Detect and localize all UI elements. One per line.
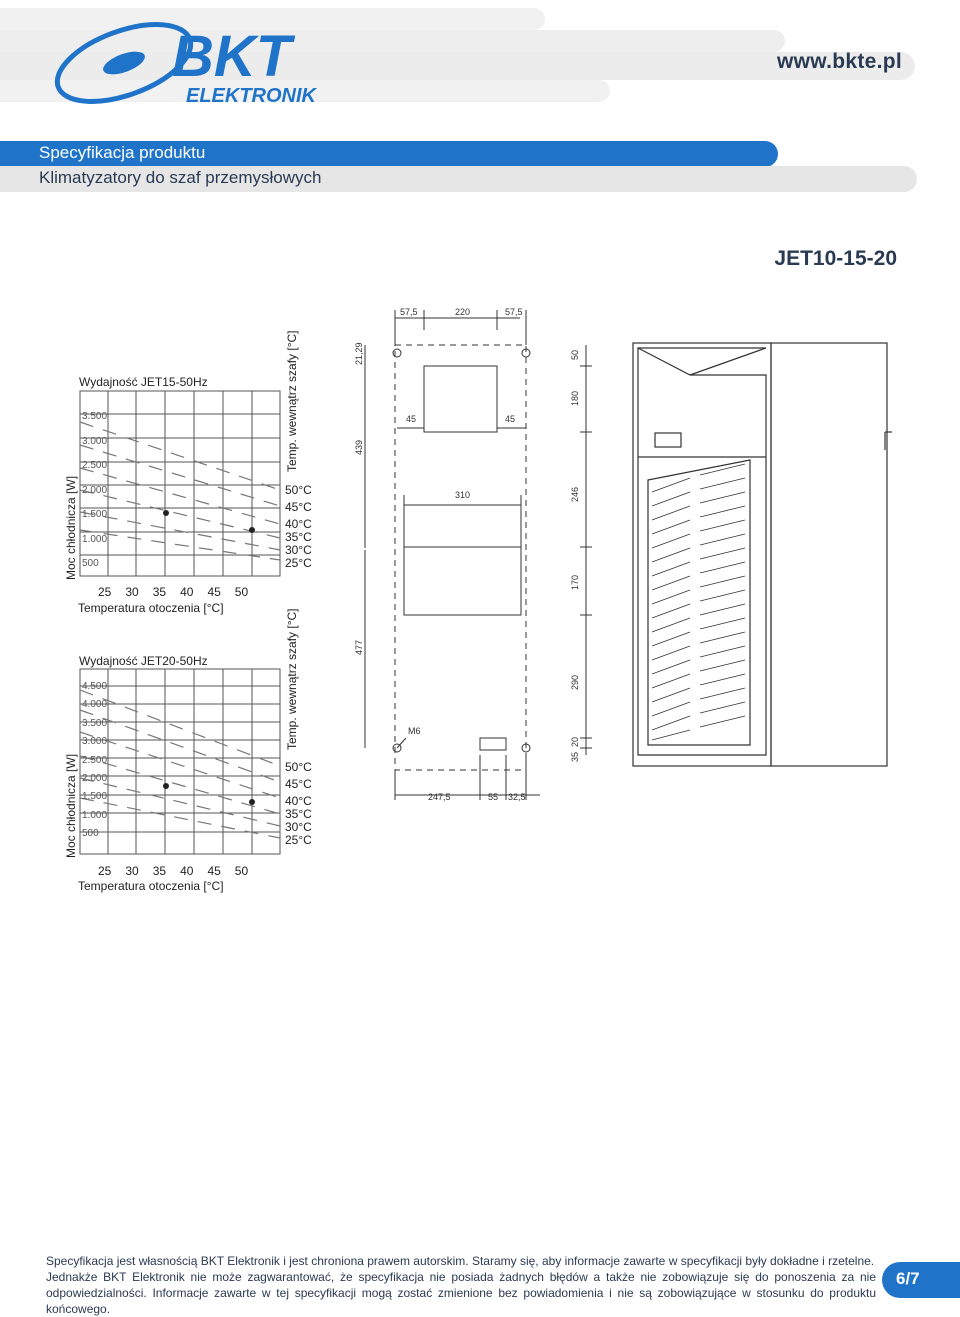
- x-tick: 30: [125, 864, 139, 878]
- temp-label: 50°C: [285, 483, 312, 497]
- chart2-temps: [285, 761, 312, 847]
- dim-m6: M6: [408, 726, 421, 736]
- dim-32-5: 32,5: [508, 792, 526, 802]
- page-title: Specyfikacja produktu: [39, 143, 206, 162]
- chart2-right-label: Temp. wewnątrz szafy [°C]: [285, 608, 299, 750]
- dim-220: 220: [455, 307, 471, 317]
- dim-310: 310: [455, 490, 471, 500]
- x-tick: 25: [98, 585, 112, 599]
- dim-45-left: 45: [406, 414, 417, 424]
- footer-line: Specyfikacja jest własnością BKT Elektronik i jest chroniona prawem autorskim. Staramy się, aby informacje zawarte w specyfikacji były dokładne i rzetelne.: [46, 1254, 875, 1268]
- logo-text-top: BKT: [172, 24, 292, 89]
- page-subtitle: Klimatyzatory do szaf przemysłowych: [39, 168, 322, 187]
- x-tick: 40: [180, 864, 194, 878]
- chart2-yticks: [82, 678, 107, 844]
- chart2-xticks: [98, 864, 248, 878]
- chart1-xlabel: Temperatura otoczenia [°C]: [78, 601, 224, 615]
- subtitle-bar: [0, 166, 917, 192]
- dim-57-5-right: 57,5: [505, 307, 523, 317]
- dim-170: 170: [570, 574, 580, 590]
- model-name: JET10-15-20: [774, 247, 897, 270]
- y-tick: 4.000: [82, 699, 108, 711]
- website-url[interactable]: www.bkte.pl: [776, 50, 902, 73]
- footer-disclaimer: [46, 1253, 876, 1317]
- x-tick: 35: [152, 864, 167, 878]
- dim-246: 246: [570, 486, 580, 502]
- dim-180: 180: [570, 390, 580, 406]
- temp-label: 45°C: [285, 500, 312, 514]
- mounting-template-drawing: [340, 300, 600, 810]
- temp-label: 25°C: [285, 556, 312, 570]
- chart2-title: Wydajność JET20-50Hz: [79, 654, 208, 668]
- dim-55: 55: [488, 792, 499, 802]
- y-tick: 2.000: [82, 773, 108, 785]
- temp-label: 35°C: [285, 530, 312, 544]
- chart1-title: Wydajność JET15-50Hz: [79, 375, 208, 389]
- chart1-ylabel: Moc chłodnicza [W]: [64, 475, 78, 580]
- temp-label: 45°C: [285, 777, 312, 791]
- dim-20: 20: [570, 736, 580, 747]
- x-tick: 30: [125, 585, 139, 599]
- dim-290: 290: [570, 674, 580, 690]
- y-tick: 2.000: [82, 484, 108, 496]
- dim-21-29: 21,29: [354, 342, 364, 365]
- y-tick: 1.500: [82, 509, 108, 520]
- unit-front-view: [630, 340, 895, 770]
- dim-50: 50: [570, 349, 580, 360]
- chart1-xticks: [98, 585, 248, 599]
- chart1-temps: [285, 484, 312, 570]
- x-tick: 35: [152, 585, 167, 599]
- x-tick: 40: [180, 585, 194, 599]
- dim-35: 35: [570, 751, 580, 762]
- chart1-yticks: [82, 405, 107, 577]
- temp-label: 50°C: [285, 760, 312, 774]
- chart1-plot: [78, 390, 283, 580]
- logo-text-bottom: ELEKTRONIK: [186, 85, 316, 107]
- temp-label: 35°C: [285, 807, 312, 821]
- x-tick: 45: [207, 864, 221, 878]
- y-tick: 500: [82, 558, 99, 569]
- page-number-badge: [882, 1262, 960, 1298]
- chart2-ylabel: Moc chłodnicza [W]: [64, 753, 78, 858]
- y-tick: 1.000: [82, 809, 108, 821]
- chart2-xlabel: Temperatura otoczenia [°C]: [78, 879, 224, 893]
- temp-label: 30°C: [285, 543, 312, 557]
- dim-439: 439: [354, 439, 364, 455]
- y-tick: 2.500: [82, 754, 108, 766]
- chart1-right-label: Temp. wewnątrz szafy [°C]: [285, 330, 299, 472]
- footer-line: Jednakże BKT Elektronik nie może zagwarantować, że specyfikacja nie posiada żadnych błędów a także nie zobowiązuje się do ponoszenia za nie odpowiedzialności. Informacje zawarte w tej specyfikacji mogą zostać zmienione bez powiadomienia i nie są zobowiązujące w stosunku do produktu końcowego.: [46, 1270, 876, 1316]
- y-tick: 3.000: [82, 435, 108, 447]
- x-tick: 25: [98, 864, 112, 878]
- dim-45-right: 45: [505, 414, 516, 424]
- x-tick: 45: [207, 585, 221, 599]
- x-tick: 50: [234, 585, 249, 599]
- y-tick: 1.500: [82, 791, 108, 803]
- title-bar: [0, 141, 778, 167]
- y-tick: 500: [82, 828, 99, 840]
- x-tick: 50: [234, 864, 249, 878]
- y-tick: 1.000: [82, 533, 108, 545]
- company-logo: [44, 8, 404, 108]
- y-tick: 2.500: [82, 460, 108, 471]
- page-number: 6/7: [896, 1269, 920, 1288]
- dim-477: 477: [354, 639, 364, 655]
- y-tick: 3.000: [82, 736, 108, 748]
- temp-label: 25°C: [285, 833, 312, 847]
- temp-label: 30°C: [285, 820, 312, 834]
- dim-247-5: 247,5: [428, 792, 451, 802]
- y-tick: 4.500: [82, 681, 108, 692]
- y-tick: 3.500: [82, 717, 108, 729]
- temp-label: 40°C: [285, 517, 312, 531]
- y-tick: 3.500: [82, 411, 108, 422]
- temp-label: 40°C: [285, 794, 312, 808]
- dim-57-5-left: 57,5: [400, 307, 418, 317]
- chart2-plot: [78, 668, 283, 858]
